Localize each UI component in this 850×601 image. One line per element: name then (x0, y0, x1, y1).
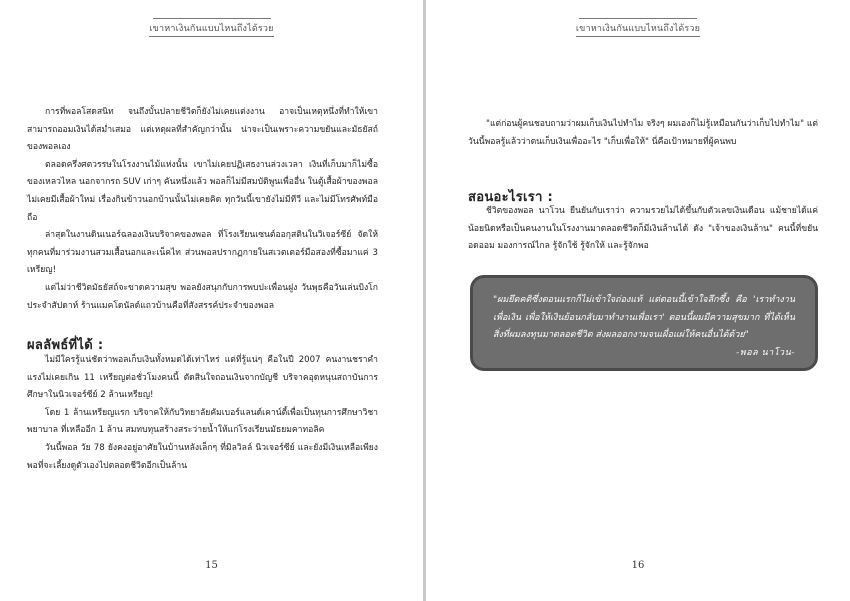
page-number: 15 (205, 560, 218, 571)
results-section (27, 352, 378, 475)
opening-section (468, 116, 818, 151)
paragraph: ไม่มีใครรู้แน่ชัดว่าพอลเก็บเงินทั้งหมดได้เท่าไหร่ แต่ที่รู้แน่ๆ คือในปี 2007 คนงานชราคำแรงไม่เคยเกิน 11 เหรียญต่อชั่วโมงคนนี้ ตัดสินใจถอนเงินจากบัญชี บริจาคอุดหนุนสถาบันการศึกษาในนิวเจอร์ซีย์ 2 ล้านเหรียญ! (27, 355, 378, 401)
lesson-section (468, 203, 818, 256)
intro-section (27, 104, 378, 315)
paragraph: การที่พอลโสดสนิท จนถึงบั้นปลายชีวิตก็ยังไม่เคยแต่งงาน อาจเป็นเหตุหนึ่งที่ทำให้เขาสามารถออมเงินได้สม่ำเสมอ แต่เหตุผลที่สำคัญกว่านั้น น่าจะเป็นเพราะความขยันและมัธยัสถ์ของพอลเอง (27, 107, 378, 153)
right-page (426, 0, 850, 601)
section-heading-lesson: สอนอะไรเรา : (468, 190, 553, 205)
running-head-title: เขาหาเงินกันแบบไหนถึงได้รวย (576, 21, 700, 37)
section-heading-results: ผลลัพธ์ที่ได้ : (27, 338, 104, 353)
paragraph: ล่าสุดในงานดินเนอร์ฉลองเงินบริจาคของพอล ที่โรงเรียนเซนต์ออกุสตินในวิเจอร์ซีย์ จัดให้ ทุกคนที่มาร่วมงานสวมเสื้อนอกและเน็คไท ส่วนพอลปรากฏกายในสเวตเตอร์มือสองที่ซื้อมาแค่ 3 เหรียญ! (27, 230, 378, 276)
running-head-rule (579, 18, 697, 19)
paragraph: ชีวิตของพอล นาโวน ยืนยันกับเราว่า ความรวยไม่ได้ขึ้นกับตัวเลขเงินเดือน แม้ชายได้แค่น้อยนิดหรือเป็นคนงานในโรงงานมาตลอดชีวิตก็มีเงินล้านได้ ดัง "เจ้าของเงินล้าน" คนนี้ที่ขยัน อดออม มองการณ์ไกล รู้จักใช้ รู้จักให้ และรู้จักพอ (468, 206, 818, 252)
quote-text: "ผมยึดคติซึ่งตอนแรกก็ไม่เข้าใจถ่องแท้ แต่ตอนนี้เข้าใจลึกซึ้ง คือ 'เราทำงานเพื่อเงิน เพื่อให้เงินย้อนกลับมาทำงานเพื่อเรา' ตอนนี้ผมมีความสุขมาก ที่ได้เห็นสิ่งที่ผมลงทุนมาตลอดชีวิต ส่งผลออกงามจนเผื่อแผ่ให้คนอื่นได้ด้วย" (493, 295, 795, 340)
paragraph: โดย 1 ล้านเหรียญแรก บริจาคให้กับวิทยาลัยคัมเบอร์แลนด์เคาน์ตี้เพื่อเป็นทุนการศึกษาวิชาพยาบาล ที่เหลืออีก 1 ล้าน สมทบทุนสร้างสระว่ายน้ำให้แก่โรงเรียนมัธยมคาทอลิค (27, 407, 378, 436)
quote-attribution: -พอล นาโวน- (736, 347, 795, 358)
running-head (0, 18, 423, 37)
quote-box (470, 275, 818, 371)
paragraph: แต่ไม่ว่าชีวิตมัธยัสถ์จะขาดความสุข พอลยังสนุกกับการพบปะเพื่อนฝูง วันพุธคือวันเล่นบิงโกประจำสัปดาห์ ร้านแมคโดนัลด์แถวบ้านคือที่สังสรรค์ประจำของพอล (27, 282, 378, 311)
paragraph: วันนี้พอล วัย 78 ยังคงอยู่อาศัยในบ้านหลังเล็กๆ ที่มิลวิลล์ นิวเจอร์ซีย์ และยังมีเงินเหลือเพียงพอที่จะเลี้ยงดูตัวเองไปตลอดชีวิตอีกเป็นล้าน (27, 442, 378, 471)
paragraph: "แต่ก่อนผู้คนชอบถามว่าผมเก็บเงินไปทำไม จริงๆ ผมเองก็ไม่รู้เหมือนกันว่าเก็บไปทำไม" แต่วันนี้พอลรู้แล้วว่าตนเก็บเงินเพื่ออะไร "เก็บเพื่อให้" นี่คือเป้าหมายที่ผู้คนพบ (468, 119, 818, 147)
page-number: 16 (631, 560, 645, 571)
running-head-rule (153, 18, 271, 19)
running-head (426, 18, 850, 37)
paragraph: ตลอดครึ่งศตวรรษในโรงงานไม้แห่งนั้น เขาไม่เคยปฏิเสธงานล่วงเวลา เงินที่เก็บมาก็ไม่ซื้อของเหลวไหล นอกจากรถ SUV เก่าๆ คันหนึ่งแล้ว พอลก็ไม่มีสมบัติพูนเพื่ออื่น ในตู้เสื้อผ้าของพอลไม่เคยมีเสื้อผ้าใหม่ เรื่องกินข้าวนอกบ้านนั้นไม่เคยคิด ทุกวันนี้เขายังไม่มีทีวี และไม่มีโทรศัพท์มือถือ (27, 159, 378, 223)
running-head-title: เขาหาเงินกันแบบไหนถึงได้รวย (149, 21, 273, 37)
left-page (0, 0, 423, 601)
